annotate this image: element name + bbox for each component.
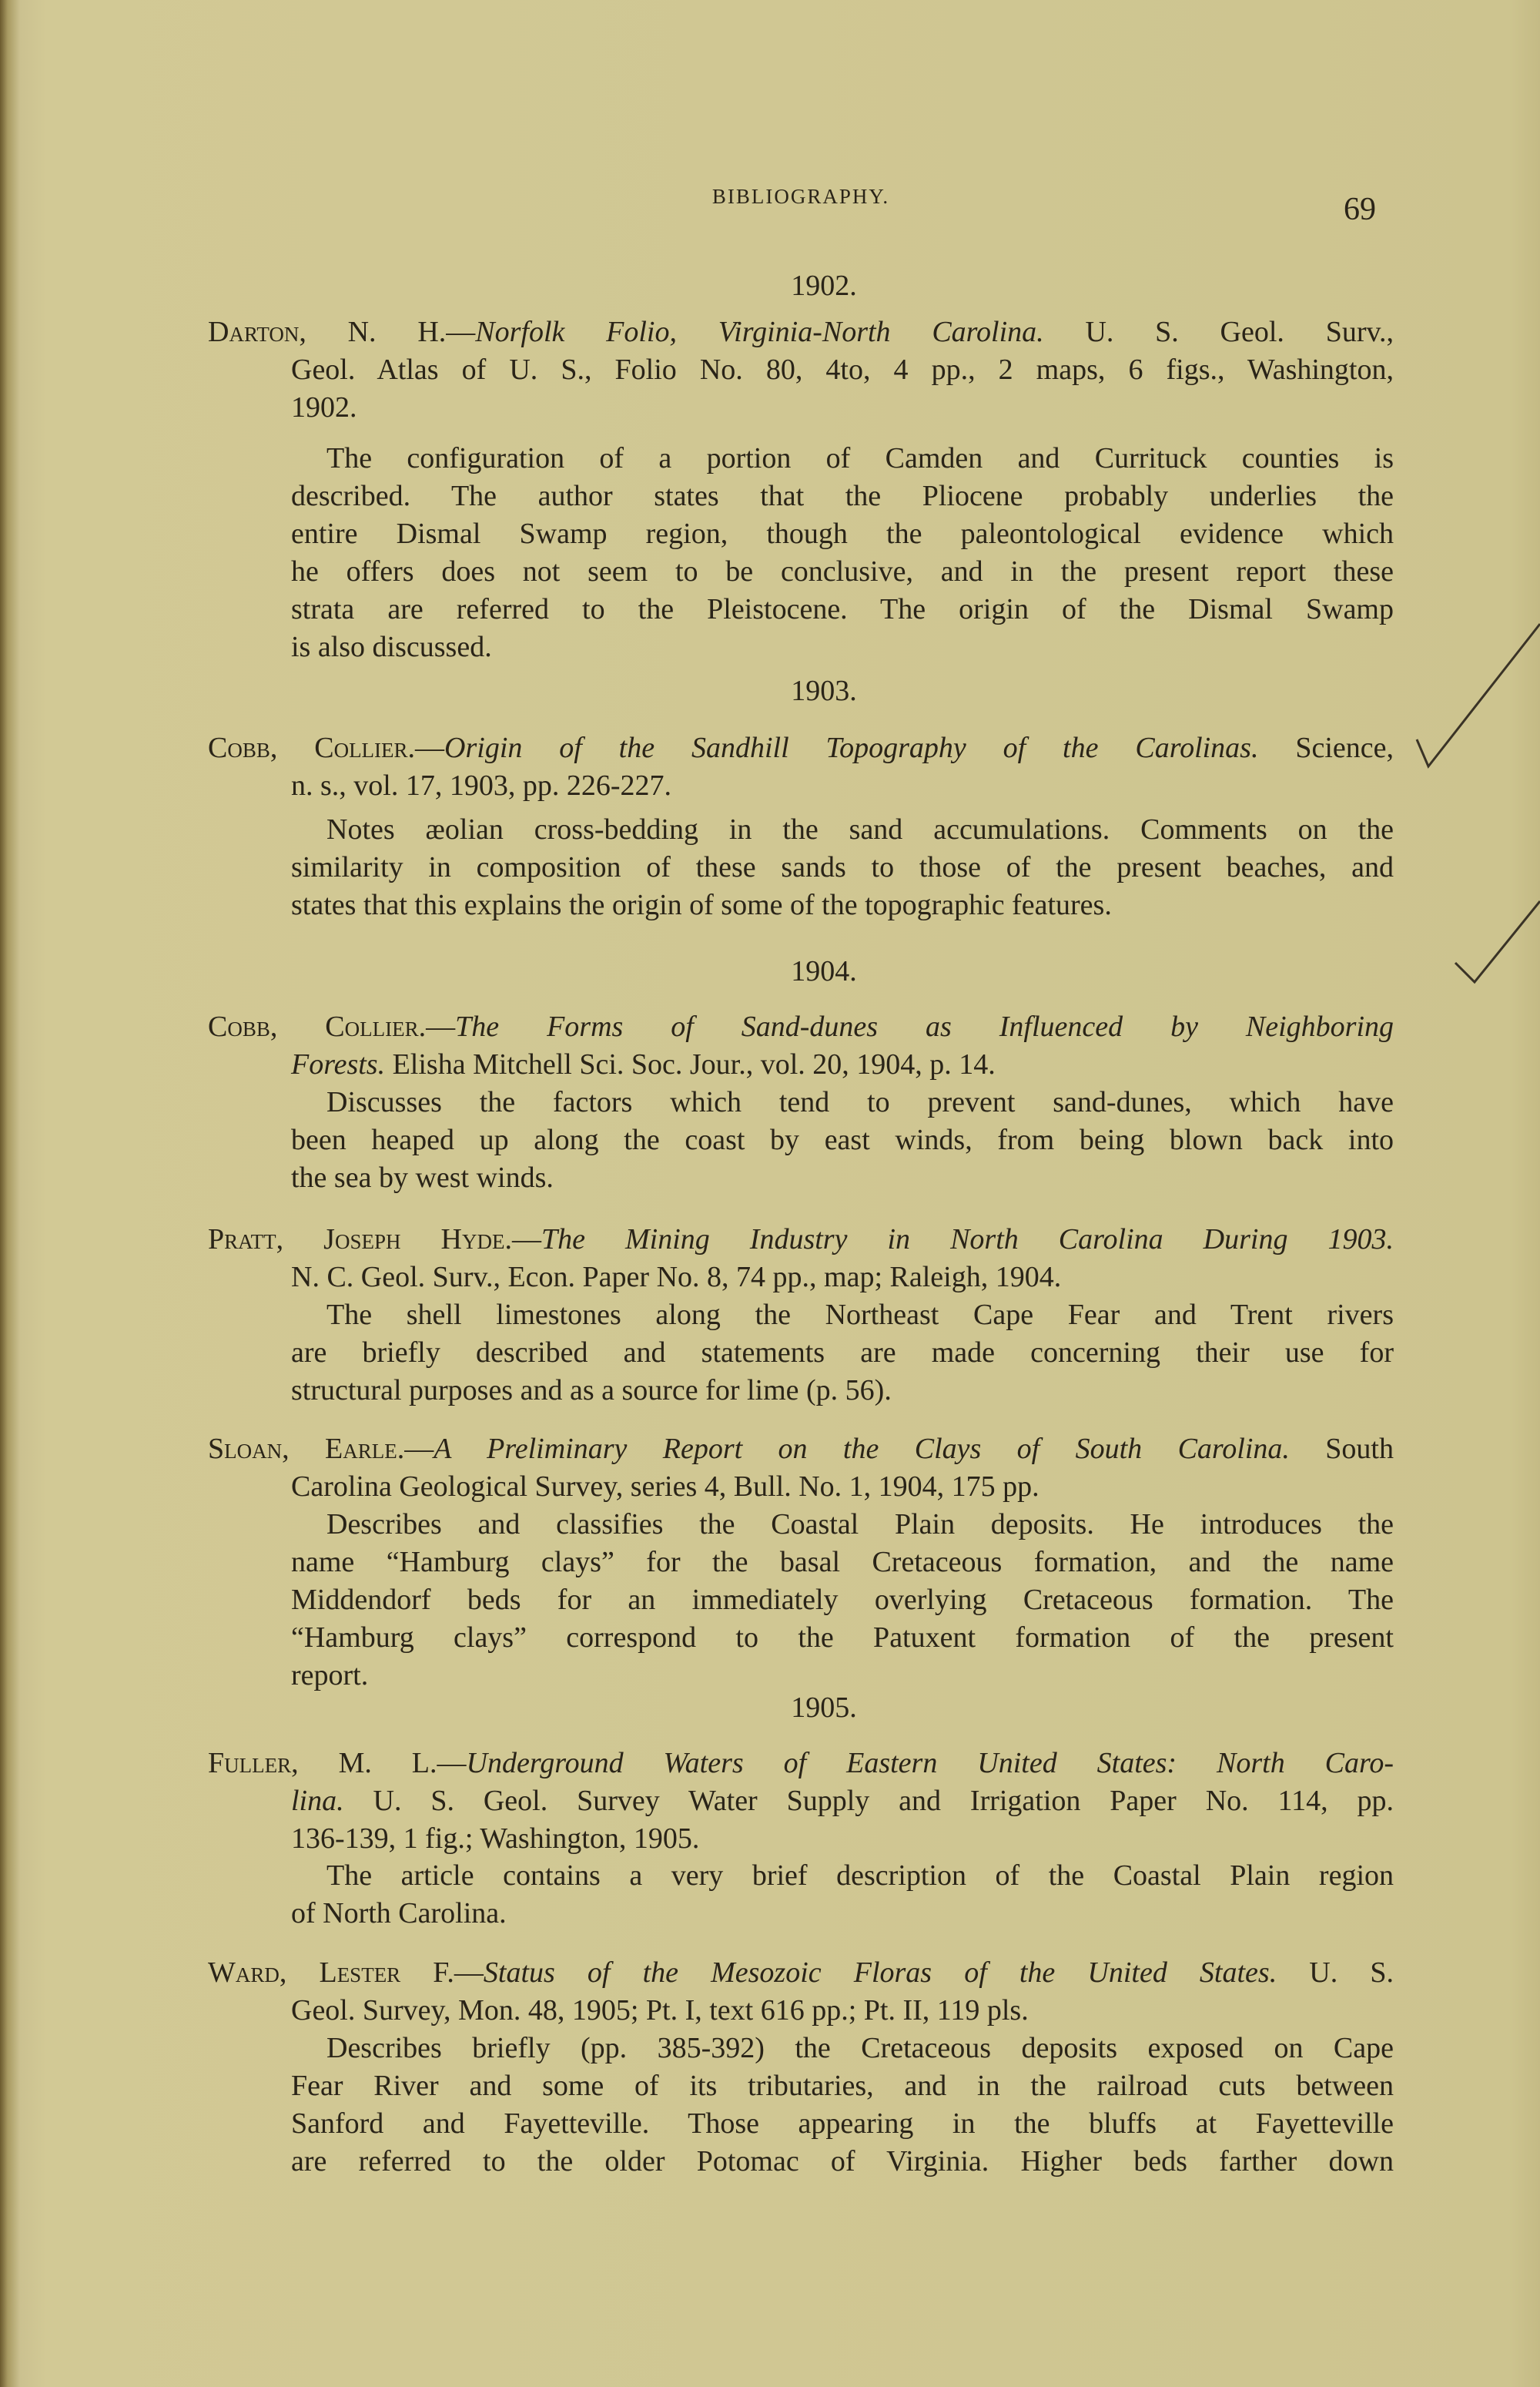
work-title: Underground Waters of Eastern United States: North Caro- — [466, 1747, 1394, 1779]
text-segment: Fear River and some of its tributaries, and in the railroad cuts between — [291, 2070, 1394, 2102]
text-segment: — — [426, 1011, 456, 1043]
text-segment: 1902. — [291, 391, 357, 424]
text-segment: states that this explains the origin of some of the topographic features. — [291, 889, 1112, 921]
text-segment: Science, — [1258, 732, 1394, 764]
text-segment: 1903. — [791, 675, 857, 707]
author-name: Cobb, Collier. — [208, 1011, 427, 1043]
text-segment: Describes briefly (pp. 385-392) the Cretaceous deposits exposed on Cape — [326, 2032, 1394, 2064]
text-segment: Elisha Mitchell Sci. Soc. Jour., vol. 20, 1904, p. 14. — [385, 1048, 996, 1081]
text-segment: Carolina Geological Survey, series 4, Bull. No. 1, 1904, 175 pp. — [291, 1470, 1040, 1503]
text-segment: he offers does not seem to be conclusive, and in the present report these — [291, 555, 1394, 588]
text-segment: The configuration of a portion of Camden and Currituck counties is — [326, 442, 1394, 474]
text-segment: strata are referred to the Pleistocene. The origin of the Dismal Swamp — [291, 593, 1394, 625]
text-segment: 1904. — [791, 955, 857, 987]
text-segment: are briefly described and statements are made concerning their use for — [291, 1336, 1394, 1369]
text-segment: South — [1289, 1433, 1394, 1465]
text-segment: Sanford and Fayetteville. Those appearing in the bluffs at Fayetteville — [291, 2107, 1394, 2140]
text-segment: name “Hamburg clays” for the basal Cretaceous formation, and the name — [291, 1546, 1394, 1578]
work-title: Status of the Mesozoic Floras of the United States. — [483, 1956, 1277, 1989]
author-name: Ward, Lester — [208, 1956, 401, 1989]
text-segment: The article contains a very brief description of the Coastal Plain region — [326, 1859, 1394, 1892]
author-name: Cobb, Collier. — [208, 732, 416, 764]
check-mark-icon — [1455, 901, 1540, 982]
text-segment: N. C. Geol. Surv., Econ. Paper No. 8, 74 pp., map; Raleigh, 1904. — [291, 1261, 1062, 1293]
text-segment: Geol. Atlas of U. S., Folio No. 80, 4to, 4 pp., 2 maps, 6 figs., Washington, — [291, 354, 1394, 386]
work-title: The Forms of Sand-dunes as Influenced by Neighboring — [455, 1011, 1394, 1043]
text-segment: U. S. Geol. Surv., — [1043, 316, 1394, 348]
text-segment: of North Carolina. — [291, 1897, 507, 1929]
text-segment: The shell limestones along the Northeast Cape Fear and Trent rivers — [326, 1299, 1394, 1331]
text-segment: U. S. Geol. Survey Water Supply and Irrigation Paper No. 114, pp. — [343, 1785, 1394, 1817]
text-segment: 1905. — [791, 1691, 857, 1724]
text-segment: 136-139, 1 fig.; Washington, 1905. — [291, 1822, 700, 1855]
text-segment: Middendorf beds for an immediately overlying Cretaceous formation. The — [291, 1584, 1394, 1616]
text-segment: the sea by west winds. — [291, 1162, 554, 1194]
text-segment: — — [415, 732, 445, 764]
text-segment: entire Dismal Swamp region, though the paleontological evidence which — [291, 518, 1394, 550]
text-segment: — — [511, 1223, 541, 1256]
check-mark-icon — [1417, 624, 1540, 766]
text-segment: Describes and classifies the Coastal Plain deposits. He introduces the — [326, 1508, 1394, 1540]
author-name: Fuller — [208, 1747, 292, 1779]
author-name: Sloan, Earle. — [208, 1433, 405, 1465]
text-segment: U. S. — [1277, 1956, 1394, 1989]
work-title: Origin of the Sandhill Topography of the Carolinas. — [444, 732, 1259, 764]
text-segment: is also discussed. — [291, 631, 492, 663]
text-segment: Notes æolian cross-bedding in the sand accumulations. Comments on the — [326, 813, 1394, 846]
text-segment: “Hamburg clays” correspond to the Patuxent formation of the present — [291, 1621, 1394, 1654]
text-segment: are referred to the older Potomac of Virginia. Higher beds farther down — [291, 2145, 1394, 2177]
text-segment: — — [404, 1433, 434, 1465]
author-name: Pratt, Joseph Hyde. — [208, 1223, 512, 1256]
text-segment: Discusses the factors which tend to prevent sand-dunes, which have — [326, 1086, 1394, 1118]
text-segment: structural purposes and as a source for lime (p. 56). — [291, 1374, 892, 1406]
work-title: The Mining Industry in North Carolina During 1903. — [541, 1223, 1394, 1256]
text-segment: Geol. Survey, Mon. 48, 1905; Pt. I, text 616 pp.; Pt. II, 119 pls. — [291, 1994, 1029, 2027]
text-segment: described. The author states that the Pliocene probably underlies the — [291, 480, 1394, 512]
work-title: A Preliminary Report on the Clays of South Carolina. — [434, 1433, 1290, 1465]
page-number: 69 — [1344, 192, 1376, 227]
text-segment: F.— — [400, 1956, 484, 1989]
text-segment: similarity in composition of these sands to those of the present beaches, and — [291, 851, 1394, 883]
text-segment: , M. L.— — [291, 1747, 467, 1779]
text-segment: n. s., vol. 17, 1903, pp. 226-227. — [291, 769, 671, 802]
text-segment: been heaped up along the coast by east winds, from being blown back into — [291, 1124, 1394, 1156]
author-name: Darton — [208, 316, 300, 348]
text-segment: , N. H.— — [299, 316, 476, 348]
work-title: lina. — [291, 1785, 344, 1817]
running-title: BIBLIOGRAPHY. — [711, 185, 890, 208]
work-title: Forests. — [291, 1048, 386, 1081]
text-segment: 1902. — [791, 270, 857, 302]
text-segment: report. — [291, 1659, 369, 1691]
work-title: Norfolk Folio, Virginia-North Carolina. — [475, 316, 1044, 348]
